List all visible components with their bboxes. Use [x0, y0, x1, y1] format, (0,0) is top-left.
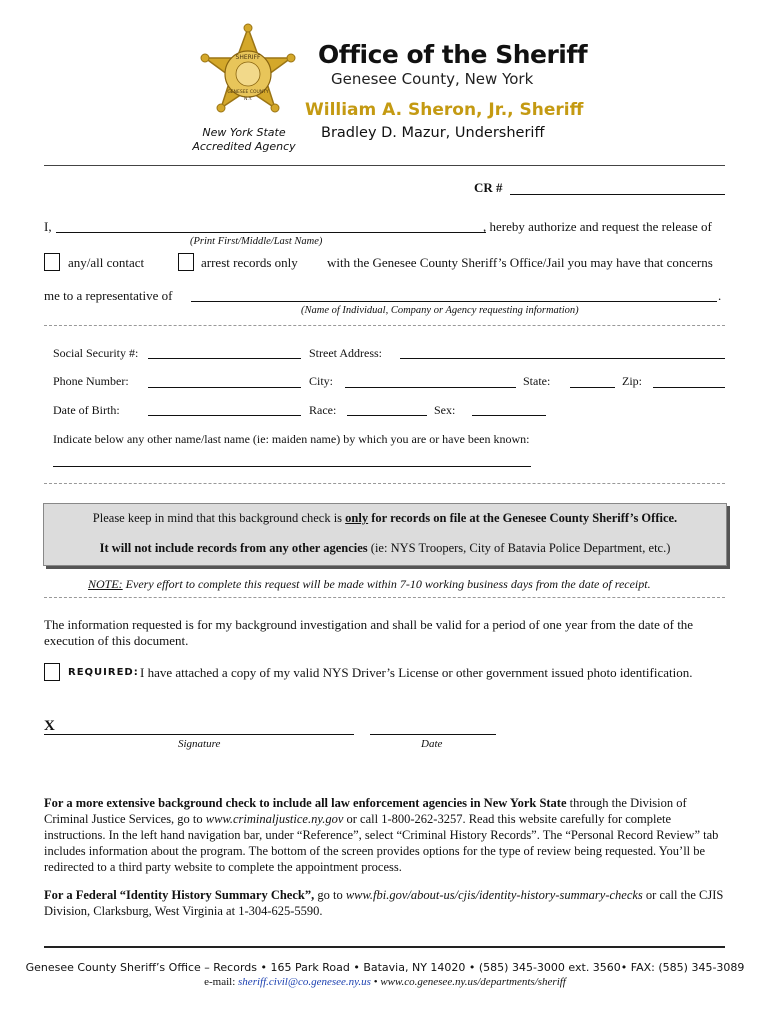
accredited-agency: New York State Accredited Agency	[192, 126, 296, 153]
cr-number-field[interactable]	[510, 194, 725, 195]
id-attached-checkbox[interactable]	[44, 663, 60, 681]
ssn-field[interactable]	[148, 358, 301, 359]
representative-field[interactable]	[191, 301, 717, 302]
notice-box	[43, 503, 727, 566]
dcjs-link[interactable]: www.criminaljustice.ny.gov	[205, 812, 344, 826]
footer-address: Genesee County Sheriff’s Office – Records • 165 Park Road • Batavia, NY 14020 • (585) 345-3000 ext. 3560• FAX: (585) 345-3089	[25, 961, 745, 974]
footer-divider	[44, 946, 725, 948]
state-field[interactable]	[570, 387, 615, 388]
race-field[interactable]	[347, 415, 427, 416]
name-caption: (Print First/Middle/Last Name)	[190, 236, 323, 247]
federal-check-info: For a Federal “Identity History Summary Check”, go to www.fbi.gov/about-us/cjis/identity-history-summary-checks or call the CJIS Division, Clarksburg, West Virginia at 1-304-625-5590.	[44, 888, 724, 918]
race-label: Race:	[309, 403, 337, 417]
city-field[interactable]	[345, 387, 516, 388]
footer-contact: e-mail: sheriff.civil@co.genesee.ny.us • www.co.genesee.ny.us/departments/sheriff	[204, 976, 566, 988]
processing-note: NOTE: Every effort to complete this request will be made within 7-10 working business days from the date of receipt.	[88, 577, 651, 591]
header-divider	[44, 165, 725, 166]
dob-label: Date of Birth:	[53, 403, 120, 417]
city-label: City:	[309, 374, 334, 388]
other-names-field[interactable]	[53, 466, 531, 467]
email-link[interactable]: sheriff.civil@co.genesee.ny.us	[238, 976, 371, 988]
fbi-link[interactable]: www.fbi.gov/about-us/cjis/identity-history-summary-checks	[345, 888, 643, 902]
notice-line-2: It will not include records from any other agencies (ie: NYS Troopers, City of Batavia Police Department, etc.)	[99, 541, 671, 555]
sex-field[interactable]	[472, 415, 546, 416]
section-divider	[44, 325, 725, 326]
sheriff-star-badge-icon	[193, 22, 303, 132]
street-label: Street Address:	[309, 346, 382, 360]
notice-line-1: Please keep in mind that this background check is only for records on file at the Genesee County Sheriff’s Office.	[92, 511, 678, 525]
extensive-check-info: For a more extensive background check to include all law enforcement agencies in New York State through the Division of Criminal Justice Services, go to www.criminaljustice.ny.gov or call 1-800-262-3257. Read this website carefully for complete instructions. In the left hand navigation bar, under “Reference”, select “Criminal History Records”. The “Personal Record Review” tab includes information about the program. The bottom of the screen provides options for the type of review being requested. You’ll be redirected to a third party website to complete the appointment process.	[44, 796, 719, 874]
sex-label: Sex:	[434, 403, 456, 417]
svg-text:GENESEE COUNTY: GENESEE COUNTY	[227, 90, 269, 95]
phone-label: Phone Number:	[53, 374, 129, 388]
validity-text: The information requested is for my background investigation and shall be valid for a period of one year from the date of the execution of this document.	[44, 617, 694, 648]
page-title: Office of the Sheriff	[318, 40, 588, 69]
authorize-suffix: , hereby authorize and request the release of	[483, 219, 712, 234]
required-label: REQUIRED:	[68, 667, 139, 678]
required-text: I have attached a copy of my valid NYS Driver’s License or other government issued photo identification.	[140, 665, 693, 680]
svg-text:SHERIFF: SHERIFF	[235, 54, 261, 61]
arrest-records-checkbox[interactable]	[178, 253, 194, 271]
street-field[interactable]	[400, 358, 725, 359]
any-all-contact-label: any/all contact	[68, 255, 145, 270]
representative-prefix: me to a representative of	[44, 288, 173, 303]
dob-field[interactable]	[148, 415, 301, 416]
representative-suffix: .	[718, 288, 722, 303]
county-subtitle: Genesee County, New York	[331, 70, 534, 88]
signature-field[interactable]	[44, 734, 354, 735]
website-link[interactable]: www.co.genesee.ny.us/departments/sheriff	[380, 976, 566, 988]
other-names-label: Indicate below any other name/last name (ie: maiden name) by which you are or have been known:	[53, 432, 530, 446]
any-all-contact-checkbox[interactable]	[44, 253, 60, 271]
authorize-prefix: I,	[44, 219, 52, 234]
undersheriff-name: Bradley D. Mazur, Undersheriff	[321, 125, 545, 141]
cr-label: CR #	[474, 180, 503, 195]
sheriff-name: William A. Sheron, Jr., Sheriff	[305, 100, 584, 120]
section-divider	[44, 597, 725, 598]
phone-field[interactable]	[148, 387, 301, 388]
section-divider	[44, 483, 725, 484]
zip-field[interactable]	[653, 387, 725, 388]
representative-caption: (Name of Individual, Company or Agency requesting information)	[301, 305, 579, 316]
date-field[interactable]	[370, 734, 496, 735]
sheriff-badge	[193, 22, 303, 132]
state-label: State:	[523, 374, 551, 388]
arrest-records-label: arrest records only	[201, 255, 298, 270]
signature-x-mark: X	[44, 718, 55, 734]
signature-caption: Signature	[178, 738, 221, 750]
zip-label: Zip:	[622, 374, 642, 388]
svg-text:N.Y.: N.Y.	[243, 97, 253, 102]
date-caption: Date	[421, 738, 443, 750]
full-name-field[interactable]	[56, 232, 486, 233]
concerns-text: with the Genesee County Sheriff’s Office/Jail you may have that concerns	[327, 255, 713, 270]
ssn-label: Social Security #:	[53, 346, 139, 360]
